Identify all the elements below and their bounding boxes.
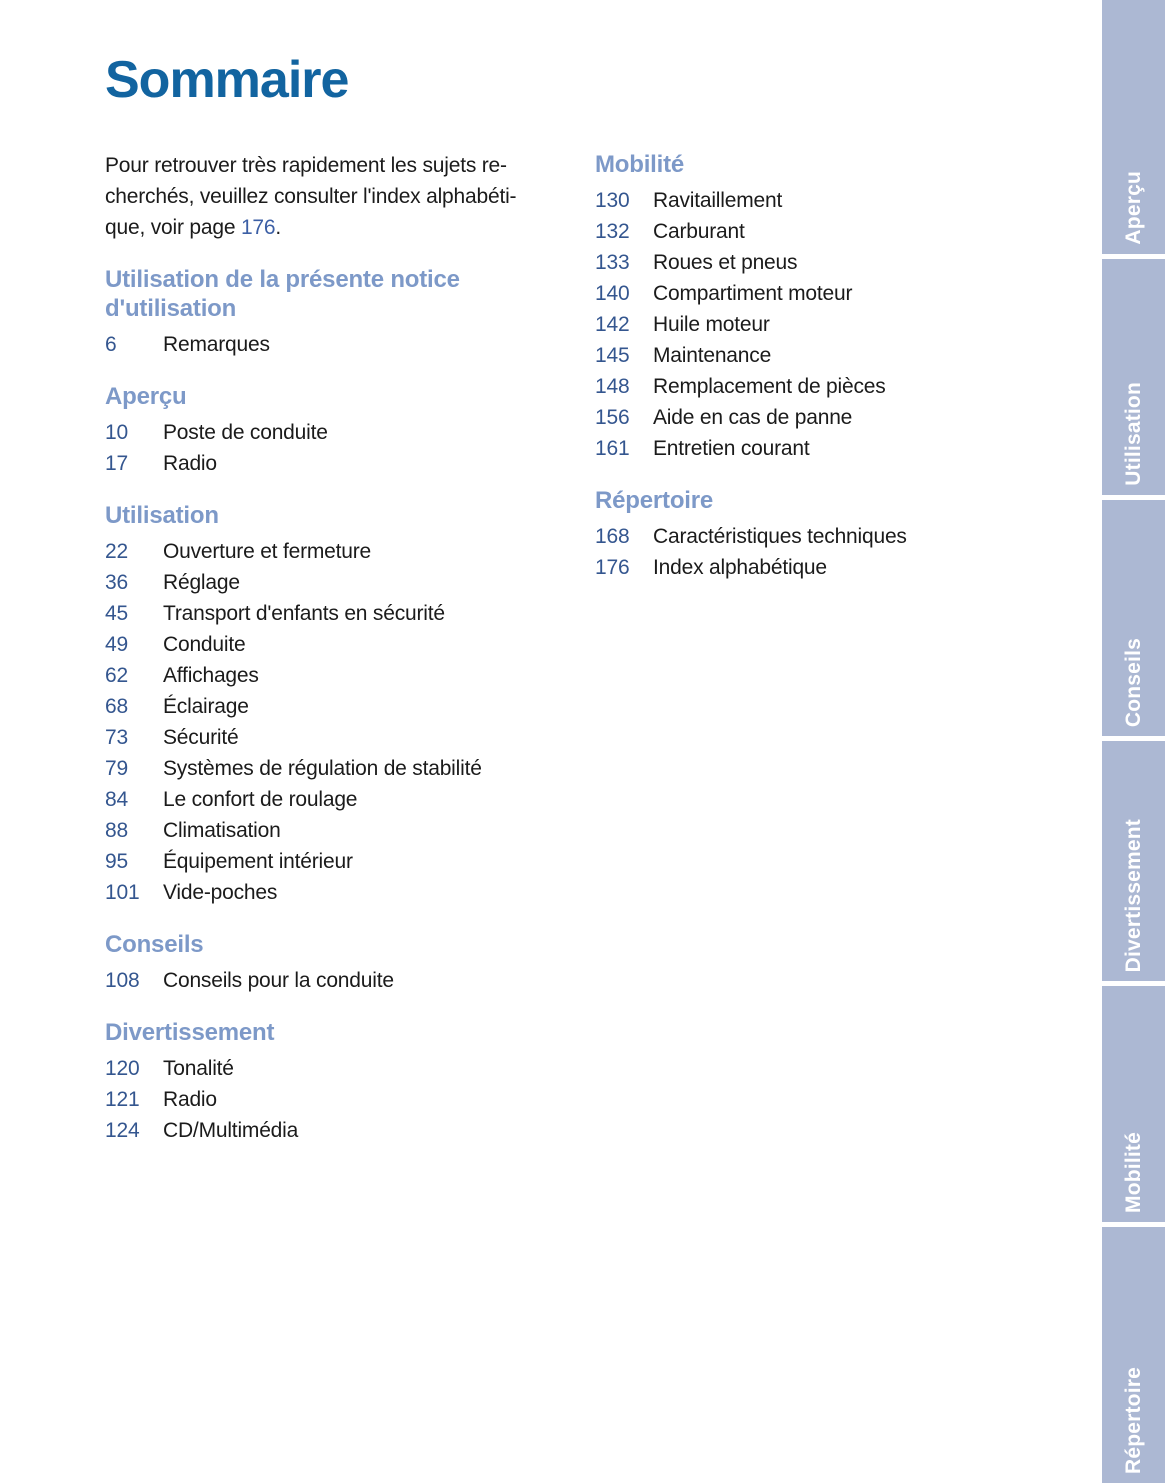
tab-label: Mobilité (1121, 1132, 1145, 1213)
item-page-number: 79 (105, 757, 128, 780)
section-heading: Conseils (105, 931, 204, 958)
toc-column-left (105, 150, 585, 1146)
tab-label: Utilisation (1121, 382, 1145, 486)
page-link-176[interactable]: 176 (240, 216, 276, 239)
toc-item[interactable] (595, 309, 1067, 340)
intro-line-3-text: que, voir page (105, 216, 241, 239)
sidebar-tab-conseils[interactable] (1102, 500, 1165, 736)
item-label: Systèmes de régulation de stabilité (163, 757, 482, 780)
item-label: Sécurité (163, 726, 239, 749)
section-heading: Répertoire (595, 487, 714, 514)
item-page-number: 6 (105, 333, 117, 356)
toc-item[interactable] (105, 965, 585, 996)
item-label: Compartiment moteur (653, 282, 853, 305)
item-label: Climatisation (163, 819, 281, 842)
toc-section (595, 150, 1067, 464)
toc-item[interactable] (595, 340, 1067, 371)
item-page-number: 62 (105, 664, 128, 687)
item-label: Radio (163, 1088, 217, 1111)
tab-label: Répertoire (1121, 1366, 1145, 1474)
item-label: Entretien courant (653, 437, 810, 460)
toc-item[interactable] (105, 629, 585, 660)
item-label: Vide-poches (163, 881, 278, 904)
sidebar-tab-utilisation[interactable] (1102, 259, 1165, 495)
section-heading: Utilisation de la présente notice d'utilisation (105, 266, 460, 322)
toc-item[interactable] (595, 278, 1067, 309)
item-page-number: 156 (595, 406, 630, 429)
section-heading: Utilisation (105, 502, 219, 529)
toc-item[interactable] (105, 877, 585, 908)
section-heading: Divertissement (105, 1019, 275, 1046)
intro-line-3-period: . (275, 216, 282, 239)
intro-line-2: cherchés, veuillez consulter l'index alphabéti- (105, 185, 517, 208)
sidebar-tab-divertissement[interactable] (1102, 741, 1165, 981)
toc-item[interactable] (595, 433, 1067, 464)
item-page-number: 22 (105, 540, 128, 563)
toc-item[interactable] (595, 402, 1067, 433)
item-label: Caractéristiques techniques (653, 525, 907, 548)
intro-line-3 (105, 212, 585, 243)
item-label: Transport d'enfants en sécurité (163, 602, 445, 625)
toc-item[interactable] (595, 185, 1067, 216)
item-label: Réglage (163, 571, 240, 594)
toc-section (105, 382, 585, 479)
toc-section (105, 265, 585, 360)
item-page-number: 101 (105, 881, 140, 904)
item-page-number: 140 (595, 282, 630, 305)
item-page-number: 120 (105, 1057, 140, 1080)
item-page-number: 108 (105, 969, 140, 992)
item-page-number: 121 (105, 1088, 140, 1111)
item-label: Ravitaillement (653, 189, 783, 212)
item-label: Carburant (653, 220, 745, 243)
item-page-number: 84 (105, 788, 128, 811)
section-heading: Mobilité (595, 151, 685, 178)
toc-list (595, 521, 1067, 583)
toc-item[interactable] (105, 815, 585, 846)
item-label: Poste de conduite (163, 421, 328, 444)
toc-section (105, 930, 585, 996)
toc-item[interactable] (595, 216, 1067, 247)
toc-item[interactable] (105, 448, 585, 479)
toc-section (105, 1018, 585, 1146)
item-page-number: 95 (105, 850, 128, 873)
item-label: Remarques (163, 333, 270, 356)
item-label: Ouverture et fermeture (163, 540, 372, 563)
item-page-number: 88 (105, 819, 128, 842)
item-page-number: 132 (595, 220, 630, 243)
toc-item[interactable] (105, 1115, 585, 1146)
intro-paragraph (105, 150, 585, 243)
toc-column-right (595, 150, 1067, 583)
toc-item[interactable] (105, 846, 585, 877)
toc-item[interactable] (595, 552, 1067, 583)
sidebar-tab-apercu[interactable] (1102, 0, 1165, 254)
item-page-number: 17 (105, 452, 128, 475)
item-page-number: 10 (105, 421, 128, 444)
item-label: Maintenance (653, 344, 772, 367)
toc-item[interactable] (105, 784, 585, 815)
item-page-number: 49 (105, 633, 128, 656)
item-label: Équipement intérieur (163, 850, 353, 873)
toc-item[interactable] (105, 536, 585, 567)
tab-label: Aperçu (1121, 171, 1145, 245)
toc-item[interactable] (105, 722, 585, 753)
toc-list (105, 965, 585, 996)
item-page-number: 161 (595, 437, 630, 460)
toc-list (105, 417, 585, 479)
item-page-number: 73 (105, 726, 128, 749)
sidebar-tab-mobilite[interactable] (1102, 986, 1165, 1222)
intro-line-1: Pour retrouver très rapidement les sujets re- (105, 154, 507, 177)
toc-item[interactable] (105, 691, 585, 722)
item-page-number: 130 (595, 189, 630, 212)
item-page-number: 133 (595, 251, 630, 274)
tab-label: Divertissement (1121, 818, 1145, 972)
item-label: Conseils pour la conduite (163, 969, 394, 992)
toc-list (105, 536, 585, 908)
sidebar-tab-repertoire[interactable] (1102, 1227, 1165, 1483)
toc-item[interactable] (595, 521, 1067, 552)
item-page-number: 68 (105, 695, 128, 718)
item-label: Affichages (163, 664, 259, 687)
item-page-number: 36 (105, 571, 128, 594)
item-page-number: 145 (595, 344, 630, 367)
tab-label: Conseils (1121, 637, 1145, 727)
toc-item[interactable] (105, 567, 585, 598)
item-label: Tonalité (163, 1057, 234, 1080)
toc-list (105, 329, 585, 360)
item-label: Huile moteur (653, 313, 770, 336)
item-label: Conduite (163, 633, 246, 656)
toc-item[interactable] (105, 1084, 585, 1115)
item-page-number: 168 (595, 525, 630, 548)
toc-item[interactable] (105, 660, 585, 691)
item-label: Radio (163, 452, 217, 475)
item-page-number: 45 (105, 602, 128, 625)
item-label: Index alphabétique (653, 556, 827, 579)
item-label: Aide en cas de panne (653, 406, 853, 429)
toc-item[interactable] (105, 417, 585, 448)
item-page-number: 176 (595, 556, 630, 579)
item-label: Roues et pneus (653, 251, 798, 274)
toc-item[interactable] (105, 1053, 585, 1084)
toc-list (595, 185, 1067, 464)
item-label: Le confort de roulage (163, 788, 358, 811)
item-label: Éclairage (163, 695, 249, 718)
toc-item[interactable] (595, 371, 1067, 402)
toc-item[interactable] (595, 247, 1067, 278)
toc-item[interactable] (105, 598, 585, 629)
item-label: Remplacement de pièces (653, 375, 886, 398)
section-heading: Aperçu (105, 383, 187, 410)
item-page-number: 142 (595, 313, 630, 336)
item-page-number: 148 (595, 375, 630, 398)
page-title: Sommaire (105, 51, 349, 109)
toc-item[interactable] (105, 329, 585, 360)
toc-section (595, 486, 1067, 583)
item-label: CD/Multimédia (163, 1119, 299, 1142)
toc-item[interactable] (105, 753, 585, 784)
toc-list (105, 1053, 585, 1146)
sidebar-tabs (1102, 0, 1165, 1483)
item-page-number: 124 (105, 1119, 140, 1142)
toc-section (105, 501, 585, 908)
